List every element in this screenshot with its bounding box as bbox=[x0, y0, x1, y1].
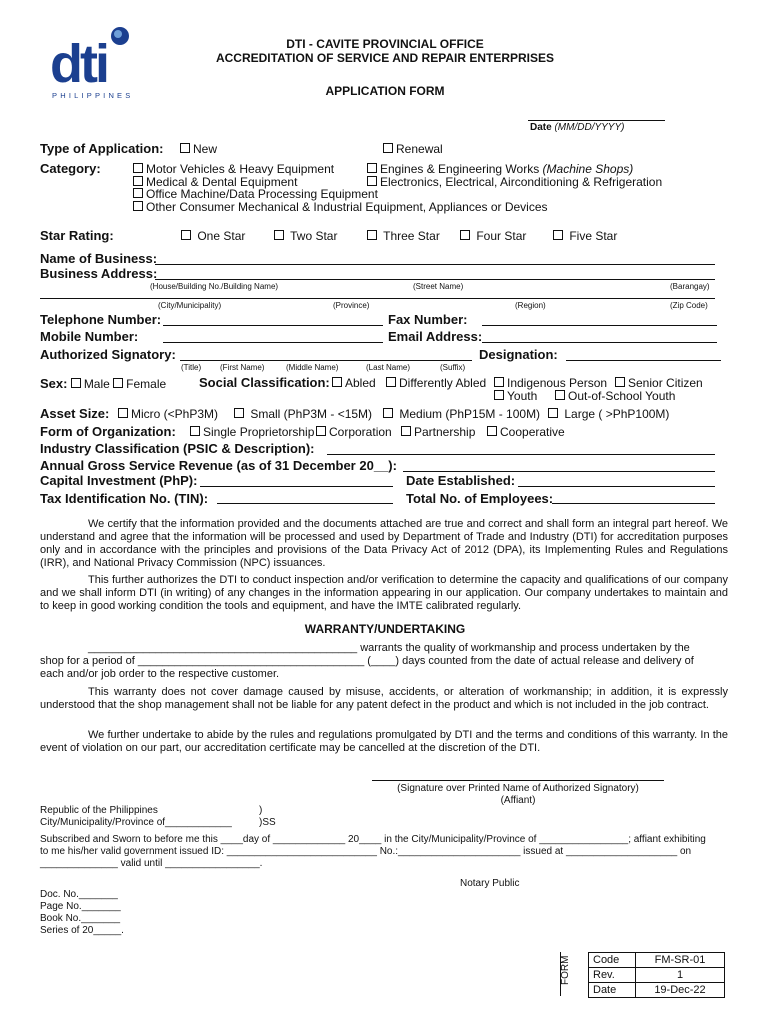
address-line-2[interactable] bbox=[40, 298, 715, 299]
program-title: ACCREDITATION OF SERVICE AND REPAIR ENTERPRISES bbox=[215, 51, 555, 65]
industry-label: Industry Classification (PSIC & Description): bbox=[40, 441, 315, 456]
warranty-line-2: shop for a period of _____________________________________ (____) days counted from the date of actual release and delivery of bbox=[40, 655, 694, 667]
star-two[interactable]: Two Star bbox=[274, 229, 337, 243]
checkbox-icon[interactable] bbox=[332, 377, 342, 387]
asset-medium[interactable]: Medium (PhP15M - 100M) bbox=[383, 407, 540, 421]
rev-label: Rev. bbox=[589, 968, 636, 983]
signature-line[interactable] bbox=[372, 780, 664, 781]
category-electronics[interactable]: Electronics, Electrical, Airconditioning & Refrigeration bbox=[367, 175, 662, 189]
warranty-paragraph-2: This warranty does not cover damage caused by misuse, accidents, or alteration of workmanship; in addition, it is expressly understood that the shop management shall not be liable for any patent defect in the product and which is not included in the job contract. bbox=[40, 686, 728, 711]
checkbox-icon[interactable] bbox=[133, 163, 143, 173]
social-indigenous[interactable]: Indigenous Person bbox=[494, 376, 607, 390]
type-renewal-option[interactable]: Renewal bbox=[383, 142, 443, 156]
province-hint: (Province) bbox=[333, 301, 370, 310]
form-box-left-rule bbox=[560, 952, 561, 996]
rev-row bbox=[589, 968, 725, 983]
sex-field: Sex: Male Female bbox=[40, 376, 167, 391]
checkbox-icon[interactable] bbox=[487, 426, 497, 436]
signatory-field[interactable] bbox=[180, 360, 472, 361]
checkbox-icon[interactable] bbox=[316, 426, 326, 436]
category-medical[interactable]: Medical & Dental Equipment bbox=[133, 175, 297, 189]
checkbox-icon[interactable] bbox=[367, 230, 377, 240]
business-name-field[interactable] bbox=[155, 264, 715, 265]
doc-no: Doc. No._______ bbox=[40, 889, 118, 900]
social-differently-abled[interactable]: Differently Abled bbox=[386, 376, 486, 390]
established-field[interactable] bbox=[518, 486, 715, 487]
category-office[interactable]: Office Machine/Data Processing Equipment bbox=[133, 187, 378, 201]
street-hint: (Street Name) bbox=[413, 282, 464, 291]
sex-male[interactable]: Male bbox=[71, 377, 110, 391]
social-abled[interactable]: Abled bbox=[332, 376, 376, 390]
fax-field[interactable] bbox=[482, 325, 717, 326]
email-field[interactable] bbox=[482, 342, 717, 343]
series-no: Series of 20_____. bbox=[40, 925, 124, 936]
social-osy[interactable]: Out-of-School Youth bbox=[555, 389, 675, 403]
first-name-hint: (First Name) bbox=[220, 363, 265, 372]
book-no: Book No._______ bbox=[40, 913, 121, 924]
notary-ss: )SS bbox=[259, 817, 276, 828]
star-label: Star Rating: bbox=[40, 228, 114, 243]
logo-subtext: PHILIPPINES bbox=[52, 91, 132, 100]
star-three[interactable]: Three Star bbox=[367, 229, 440, 243]
checkbox-icon[interactable] bbox=[401, 426, 411, 436]
asset-label: Asset Size: bbox=[40, 406, 110, 421]
certify-paragraph-1: We certify that the information provided and the documents attached are true and correct and shall form an integral part hereof. We understand and agree that the information will be processed and used by Department of Trade and Industry (DTI) for accreditation purposes only and in accordance with the principles and provisions of the Data Privacy Act of 2012 (DPA), its Implementing Rules and Regulations (IRR), and National Privacy Commission (NPC) issuances. bbox=[40, 518, 728, 569]
revenue-field[interactable] bbox=[403, 471, 715, 472]
barangay-hint: (Barangay) bbox=[670, 282, 710, 291]
certify-paragraph-2: This further authorizes the DTI to conduct inspection and/or verification to determine the capacity and qualifications of our company and we shall inform DTI (in writing) of any changes in the information appearing in our application. Our company undertakes to maintain and to keep in good working condition the tools and equipment, and have the IMTE calibrated regularly. bbox=[40, 574, 728, 612]
notary-republic: Republic of the Philippines bbox=[40, 805, 158, 816]
region-hint: (Region) bbox=[515, 301, 546, 310]
date-row-label: Date bbox=[589, 983, 636, 998]
zip-hint: (Zip Code) bbox=[670, 301, 708, 310]
city-hint: (City/Municipality) bbox=[158, 301, 222, 310]
designation-field[interactable] bbox=[566, 360, 721, 361]
sex-female[interactable]: Female bbox=[113, 377, 166, 391]
org-label: Form of Organization: bbox=[40, 424, 176, 439]
form-vertical-label: FORM bbox=[560, 955, 571, 985]
subscribed-line-1: Subscribed and Sworn to before me this ____day of _____________ 20____ in the City/Municipality/Province of ________________; affiant exhibiting bbox=[40, 834, 706, 845]
mobile-field[interactable] bbox=[163, 342, 383, 343]
checkbox-icon[interactable] bbox=[555, 390, 565, 400]
org-partnership[interactable]: Partnership bbox=[401, 425, 475, 439]
employees-field[interactable] bbox=[552, 503, 715, 504]
notary-paren: ) bbox=[259, 805, 263, 816]
middle-name-hint: (Middle Name) bbox=[286, 363, 339, 372]
checkbox-icon[interactable] bbox=[615, 377, 625, 387]
checkbox-icon[interactable] bbox=[71, 378, 81, 388]
checkbox-icon[interactable] bbox=[133, 201, 143, 211]
social-senior[interactable]: Senior Citizen bbox=[615, 376, 703, 390]
tin-field[interactable] bbox=[217, 503, 393, 504]
checkbox-icon[interactable] bbox=[190, 426, 200, 436]
code-row bbox=[589, 953, 725, 968]
org-corp[interactable]: Corporation bbox=[316, 425, 392, 439]
checkbox-icon[interactable] bbox=[133, 188, 143, 198]
org-coop[interactable]: Cooperative bbox=[487, 425, 565, 439]
last-name-hint: (Last Name) bbox=[366, 363, 411, 372]
signatory-label: Authorized Signatory: bbox=[40, 347, 176, 362]
warranty-line-1: ____________________________________________ warrants the quality of workmanship and process undertaken by the bbox=[88, 642, 690, 654]
form-title: APPLICATION FORM bbox=[325, 84, 445, 98]
revenue-label: Annual Gross Service Revenue (as of 31 December 20__): bbox=[40, 458, 397, 473]
social-label: Social Classification: bbox=[199, 375, 330, 390]
house-hint: (House/Building No./Building Name) bbox=[150, 282, 279, 291]
asset-large[interactable]: Large ( >PhP100M) bbox=[548, 407, 669, 421]
form-code-table bbox=[588, 952, 725, 998]
telephone-label: Telephone Number: bbox=[40, 312, 162, 327]
category-other[interactable]: Other Consumer Mechanical & Industrial Equipment, Appliances or Devices bbox=[133, 200, 548, 214]
checkbox-icon[interactable] bbox=[367, 176, 377, 186]
category-label: Category: bbox=[40, 161, 101, 176]
business-address-field[interactable] bbox=[155, 279, 715, 280]
checkbox-icon[interactable] bbox=[234, 408, 244, 418]
subscribed-line-2: to me his/her valid government issued ID: ___________________________ No.:______________________ issued at ____________________ on bbox=[40, 846, 692, 857]
designation-label: Designation: bbox=[479, 347, 558, 362]
checkbox-icon[interactable] bbox=[383, 143, 393, 153]
checkbox-icon[interactable] bbox=[494, 390, 504, 400]
notary-city: City/Municipality/Province of____________ bbox=[40, 817, 232, 828]
affiant-caption: (Affiant) bbox=[500, 795, 536, 806]
asset-micro[interactable]: Micro (<PhP3M) bbox=[118, 407, 218, 421]
office-title: DTI - CAVITE PROVINCIAL OFFICE bbox=[286, 37, 484, 51]
warranty-paragraph-3: We further undertake to abide by the rules and regulations promulgated by DTI and the terms and conditions of this warranty. In the event of violation on our part, our accreditation certificate may be cancelled at the discretion of the DTI. bbox=[40, 729, 728, 754]
category-engines[interactable]: Engines & Engineering Works (Machine Shops) bbox=[367, 162, 633, 176]
checkbox-icon[interactable] bbox=[180, 143, 190, 153]
code-label: Code bbox=[589, 953, 636, 968]
industry-field[interactable] bbox=[327, 454, 715, 455]
star-five[interactable]: Five Star bbox=[553, 229, 617, 243]
warranty-line-3: each and/or job order to the respective customer. bbox=[40, 668, 280, 680]
telephone-field[interactable] bbox=[163, 325, 383, 326]
star-four[interactable]: Four Star bbox=[460, 229, 526, 243]
org-single[interactable]: Single Proprietorship bbox=[190, 425, 314, 439]
checkbox-icon[interactable] bbox=[274, 230, 284, 240]
checkbox-icon[interactable] bbox=[460, 230, 470, 240]
capital-field[interactable] bbox=[200, 486, 393, 487]
warranty-title: WARRANTY/UNDERTAKING bbox=[304, 622, 466, 636]
checkbox-icon[interactable] bbox=[548, 408, 558, 418]
title-hint: (Title) bbox=[181, 363, 202, 372]
checkbox-icon[interactable] bbox=[113, 378, 123, 388]
rev-value: 1 bbox=[636, 968, 725, 983]
tin-label: Tax Identification No. (TIN): bbox=[40, 491, 209, 506]
category-motor[interactable]: Motor Vehicles & Heavy Equipment bbox=[133, 162, 334, 176]
date-value: 19-Dec-22 bbox=[636, 983, 725, 998]
fax-label: Fax Number: bbox=[388, 312, 468, 327]
asset-small[interactable]: Small (PhP3M - <15M) bbox=[234, 407, 372, 421]
star-one[interactable]: One Star bbox=[181, 229, 245, 243]
suffix-hint: (Suffix) bbox=[440, 363, 466, 372]
date-line[interactable] bbox=[528, 120, 665, 121]
established-label: Date Established: bbox=[406, 473, 516, 488]
checkbox-icon[interactable] bbox=[181, 230, 191, 240]
page-no: Page No._______ bbox=[40, 901, 121, 912]
capital-label: Capital Investment (PhP): bbox=[40, 473, 198, 488]
social-youth[interactable]: Youth bbox=[494, 389, 537, 403]
checkbox-icon[interactable] bbox=[386, 377, 396, 387]
date-row bbox=[589, 983, 725, 998]
business-name-label: Name of Business: bbox=[40, 251, 158, 266]
type-new-option[interactable]: New bbox=[180, 142, 217, 156]
subscribed-line-3: ______________ valid until _________________. bbox=[40, 858, 263, 869]
checkbox-icon[interactable] bbox=[133, 176, 143, 186]
date-label: Date (MM/DD/YYYY) bbox=[530, 122, 625, 133]
checkbox-icon[interactable] bbox=[494, 377, 504, 387]
code-value: FM-SR-01 bbox=[636, 953, 725, 968]
mobile-label: Mobile Number: bbox=[40, 329, 139, 344]
checkbox-icon[interactable] bbox=[553, 230, 563, 240]
logo-text: dti bbox=[50, 34, 107, 94]
checkbox-icon[interactable] bbox=[383, 408, 393, 418]
business-address-label: Business Address: bbox=[40, 266, 158, 281]
signature-caption: (Signature over Printed Name of Authorized Signatory) bbox=[397, 783, 639, 794]
type-label: Type of Application: bbox=[40, 141, 164, 156]
employees-label: Total No. of Employees: bbox=[406, 491, 554, 506]
checkbox-icon[interactable] bbox=[118, 408, 128, 418]
email-label: Email Address: bbox=[388, 329, 483, 344]
notary-public: Notary Public bbox=[460, 878, 520, 889]
checkbox-icon[interactable] bbox=[367, 163, 377, 173]
